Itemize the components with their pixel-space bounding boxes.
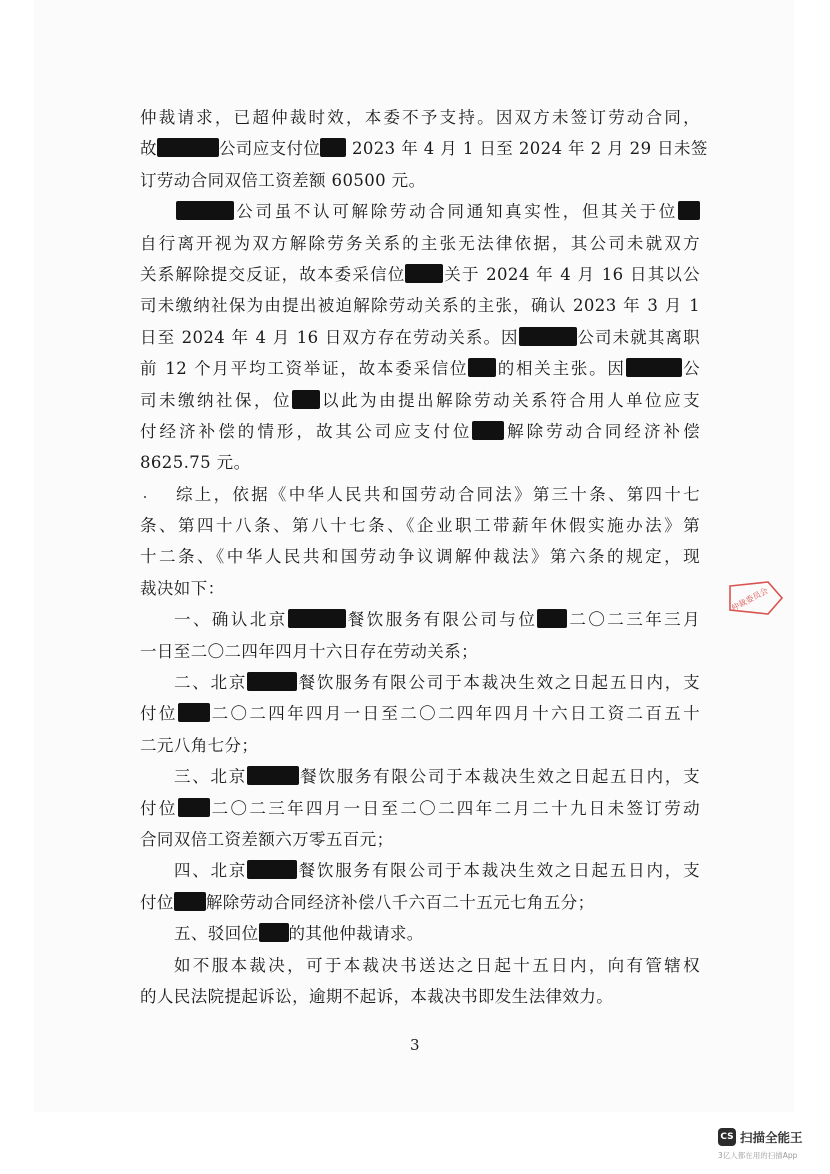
arbitration-stamp-icon bbox=[728, 578, 784, 618]
text-segment: 的相关主张。因 bbox=[496, 359, 626, 379]
text-line bbox=[140, 950, 700, 981]
text-segment: 解除劳动合同经济补偿八千六百二十五元七角五分； bbox=[205, 892, 595, 912]
text-segment: 餐饮服务有限公司与位 bbox=[345, 610, 538, 630]
text-line bbox=[140, 887, 700, 918]
text-segment: 自行离开视为双方解除劳务关系的主张无法律依据，其公司未就双方 bbox=[140, 233, 700, 253]
text-line bbox=[140, 636, 700, 667]
text-segment: 订劳动合同双倍工资差额 60500 元。 bbox=[140, 170, 426, 190]
redaction-block bbox=[178, 703, 210, 722]
text-segment: 四、北京 bbox=[174, 861, 248, 881]
text-line bbox=[140, 855, 700, 886]
text-line bbox=[140, 604, 700, 635]
text-segment: 如不服本裁决，可于本裁决书送达之日起十五日内，向有管辖权 bbox=[174, 955, 700, 975]
scanner-app-name: 扫描全能王 bbox=[740, 1130, 803, 1145]
text-segment: 的其他仲裁请求。 bbox=[288, 924, 424, 944]
redaction-block bbox=[247, 672, 297, 691]
text-segment: 公司虽不认可解除劳动合同通知真实性，但其关于位 bbox=[234, 202, 678, 222]
text-segment: 公司应支付位 bbox=[218, 139, 321, 159]
text-line bbox=[140, 353, 700, 384]
redaction-block bbox=[292, 390, 320, 409]
text-segment: 餐饮服务有限公司于本裁决生效之日起五日内，支 bbox=[297, 861, 700, 881]
svg-text:仲裁委员会: 仲裁委员会 bbox=[729, 586, 770, 613]
redaction-block bbox=[157, 138, 219, 157]
redaction-block bbox=[320, 138, 346, 157]
redaction-block bbox=[519, 327, 577, 346]
text-segment: 付经济补偿的情形，故其公司应支付位 bbox=[140, 421, 473, 441]
redaction-block bbox=[288, 609, 346, 628]
text-segment: 以此为由提出解除劳动关系符合用人单位应支 bbox=[320, 390, 700, 410]
text-line bbox=[140, 196, 700, 227]
text-line bbox=[140, 981, 700, 1012]
text-segment: 司未缴纳社保，位 bbox=[140, 390, 292, 410]
text-line bbox=[140, 667, 700, 698]
text-segment: 付位 bbox=[140, 704, 178, 724]
text-segment: 二元八角七分； bbox=[140, 735, 259, 755]
text-line bbox=[140, 730, 700, 761]
text-segment: 前 12 个月平均工资举证，故本委采信位 bbox=[140, 359, 469, 379]
text-line bbox=[140, 447, 700, 478]
text-segment: 仲裁请求，已超仲裁时效，本委不予支持。因双方未签订劳动合同， bbox=[140, 108, 700, 127]
text-segment: 付位 bbox=[140, 798, 178, 818]
text-line bbox=[140, 102, 700, 133]
redaction-block bbox=[247, 766, 299, 785]
text-segment: 8625.75 元。 bbox=[140, 453, 251, 473]
text-segment: 故 bbox=[140, 139, 157, 159]
text-segment: 三、北京 bbox=[174, 767, 247, 787]
text-segment: 合同双倍工资差额六万零五百元； bbox=[140, 829, 394, 849]
redaction-block bbox=[537, 609, 567, 628]
text-segment: 餐饮服务有限公司于本裁决生效之日起五日内，支 bbox=[297, 673, 700, 693]
text-segment: 司未缴纳社保为由提出被迫解除劳动关系的主张，确认 2023 年 3 月 1 bbox=[140, 296, 700, 316]
text-segment: 十二条、《中华人民共和国劳动争议调解仲裁法》第六条的规定，现 bbox=[140, 547, 700, 567]
text-segment: 一、确认北京 bbox=[174, 610, 288, 630]
text-line bbox=[140, 133, 708, 164]
text-line bbox=[140, 416, 700, 447]
text-line bbox=[140, 259, 700, 290]
text-line bbox=[140, 573, 700, 604]
text-line bbox=[140, 698, 700, 729]
text-line bbox=[140, 479, 700, 510]
text-line bbox=[140, 824, 700, 855]
text-segment: 一日至二〇二四年四月十六日存在劳动关系； bbox=[140, 641, 478, 661]
redaction-block bbox=[176, 201, 234, 220]
text-line bbox=[140, 541, 700, 572]
scanner-slogan: 3亿人都在用的扫描App bbox=[718, 1151, 798, 1160]
text-segment: 解除劳动合同经济补偿 bbox=[504, 421, 700, 441]
text-segment: 付位 bbox=[140, 892, 174, 912]
text-segment: 的人民法院提起诉讼，逾期不起诉，本裁决书即发生法律效力。 bbox=[140, 986, 614, 1006]
redaction-block bbox=[468, 358, 496, 377]
text-line bbox=[140, 228, 700, 259]
text-segment: 日至 2024 年 4 月 16 日双方存在劳动关系。因 bbox=[140, 327, 519, 347]
text-segment: 综上，依据《中华人民共和国劳动合同法》第三十条、第四十七 bbox=[176, 484, 700, 504]
text-line bbox=[140, 385, 700, 416]
text-segment: 2023 年 4 月 1 日至 2024 年 2 月 29 日未签 bbox=[346, 139, 708, 159]
text-segment: 五、驳回位 bbox=[174, 924, 259, 944]
text-segment: 条、第四十八条、第八十七条、《企业职工带薪年休假实施办法》第 bbox=[140, 516, 700, 536]
text-line bbox=[140, 165, 700, 196]
text-segment: 关于 2024 年 4 月 16 日其以公 bbox=[443, 264, 701, 284]
document-body bbox=[140, 102, 708, 1012]
text-segment: 二〇二三年四月一日至二〇二四年二月二十九日未签订劳动 bbox=[209, 798, 700, 818]
redaction-block bbox=[405, 264, 443, 283]
text-line bbox=[140, 761, 700, 792]
text-line bbox=[140, 793, 700, 824]
redaction-block bbox=[178, 798, 210, 817]
redaction-block bbox=[678, 201, 700, 220]
redaction-block bbox=[259, 923, 289, 942]
text-segment: 关系解除提交反证，故本委采信位 bbox=[140, 264, 406, 284]
cs-logo-icon: CS bbox=[718, 1128, 736, 1146]
text-segment: 公 bbox=[681, 359, 700, 379]
scanner-watermark bbox=[718, 1128, 803, 1146]
text-line bbox=[140, 290, 700, 321]
redaction-block bbox=[247, 860, 297, 879]
text-line bbox=[140, 918, 700, 949]
text-segment: 公司未就其离职 bbox=[576, 327, 700, 347]
redaction-block bbox=[174, 892, 206, 911]
redaction-block bbox=[472, 421, 504, 440]
text-line bbox=[140, 510, 700, 541]
text-line bbox=[140, 322, 700, 353]
text-segment: 二、北京 bbox=[174, 673, 248, 693]
redaction-block bbox=[626, 358, 682, 377]
text-segment: 二〇二三年三月 bbox=[567, 610, 701, 630]
text-segment: 二〇二四年四月一日至二〇二四年四月十六日工资二百五十 bbox=[209, 704, 700, 724]
page-number: 3 bbox=[410, 1036, 420, 1054]
text-segment: 餐饮服务有限公司于本裁决生效之日起五日内，支 bbox=[298, 767, 700, 787]
text-segment: 裁决如下： bbox=[140, 578, 225, 598]
